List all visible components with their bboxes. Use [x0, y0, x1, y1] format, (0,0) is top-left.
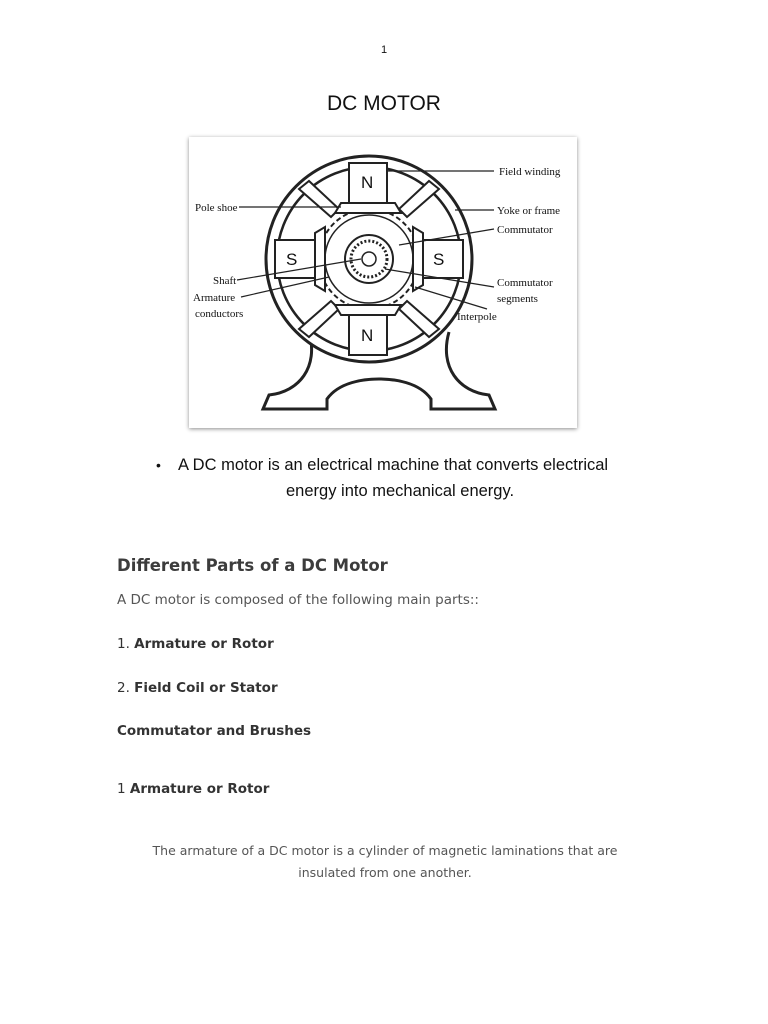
page-title: DC MOTOR [327, 92, 441, 115]
section-heading: Different Parts of a DC Motor [117, 556, 388, 575]
intro-text: A DC motor is composed of the following main parts:: [117, 592, 479, 608]
part-item-armature: 1. Armature or Rotor [117, 636, 274, 652]
pole-south-left: S [286, 250, 298, 269]
armature-description-line-2: insulated from one another. [298, 865, 472, 880]
label-armature: Armature [193, 292, 236, 304]
label-commutator: Commutator [497, 224, 553, 236]
label-interpole: Interpole [457, 311, 497, 323]
bullet-dot: • [156, 457, 161, 473]
label-shaft: Shaft [213, 275, 237, 287]
part-item-commutator: Commutator and Brushes [117, 723, 312, 739]
subsection-heading: 1 Armature or Rotor [117, 781, 270, 797]
label-conductors: conductors [195, 308, 244, 320]
label-commutator-segments-2: segments [497, 293, 538, 305]
shaft [362, 252, 376, 266]
label-field-winding: Field winding [499, 166, 561, 178]
armature-description-line-1: The armature of a DC motor is a cylinder of magnetic laminations that are [152, 843, 618, 858]
pole-north-top: N [361, 173, 374, 192]
pole-north-bottom: N [361, 326, 374, 345]
label-yoke-or-frame: Yoke or frame [497, 205, 561, 217]
pole-south-right: S [433, 250, 445, 269]
bullet-line-2: energy into mechanical energy. [286, 482, 515, 500]
label-pole-shoe: Pole shoe [195, 202, 238, 214]
label-commutator-segments-1: Commutator [497, 277, 553, 289]
page-number: 1 [380, 44, 388, 56]
part-item-field-coil: 2. Field Coil or Stator [117, 680, 278, 696]
bullet-line-1: A DC motor is an electrical machine that converts electrical [178, 456, 609, 474]
dc-motor-diagram [189, 137, 577, 428]
